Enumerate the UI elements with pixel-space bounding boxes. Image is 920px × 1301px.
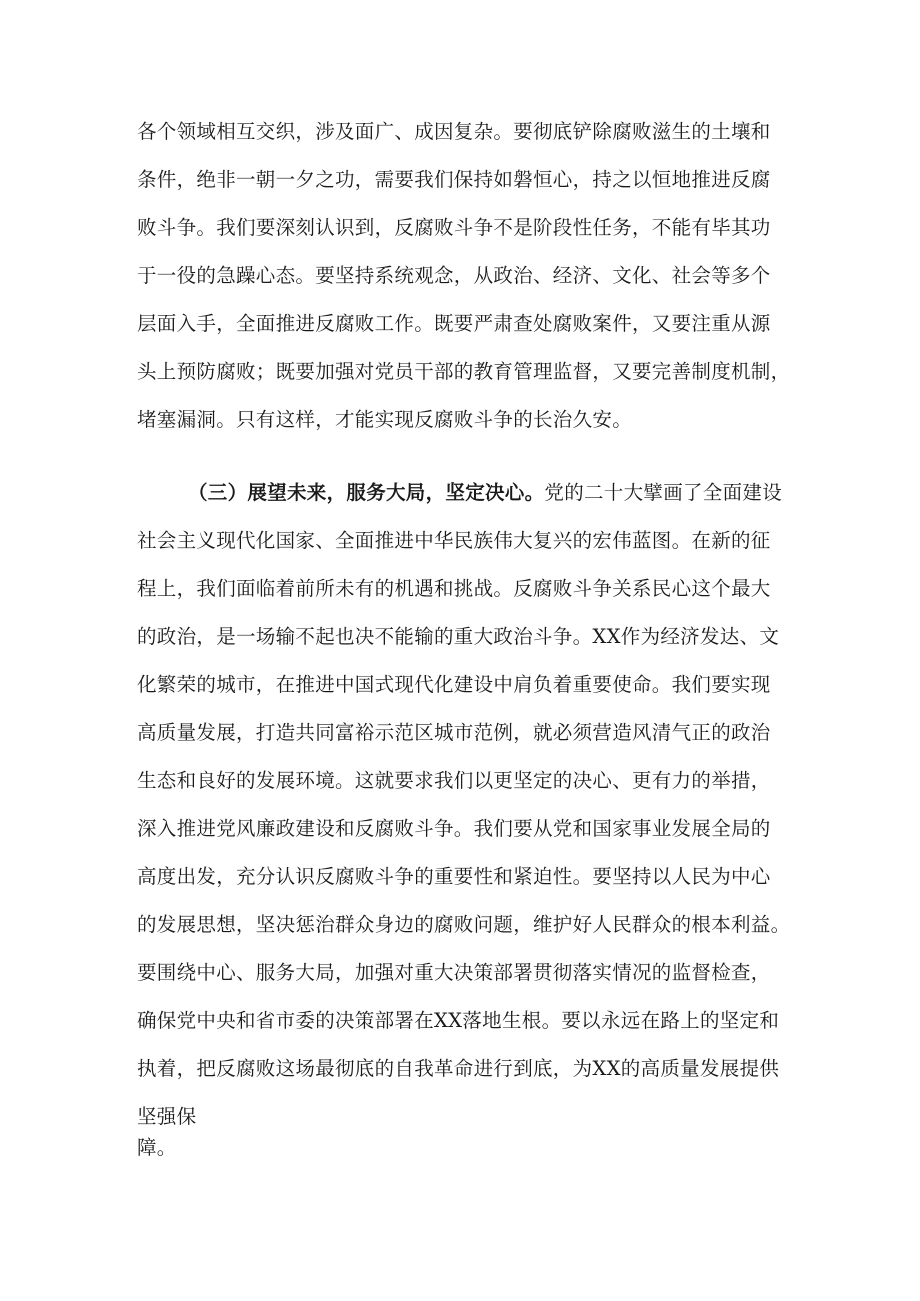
section-heading-line bbox=[188, 481, 848, 505]
paragraph-2-line: 高质量发展，打造共同富裕示范区城市范例，就必须营造风清气正的政治 bbox=[137, 721, 771, 744]
paragraph-1-line: 败斗争。我们要深刻认识到，反腐败斗争不是阶段性任务，不能有毕其功 bbox=[137, 216, 771, 239]
section-heading: （三）展望未来，服务大局，坚定决心。 bbox=[188, 481, 545, 504]
paragraph-2-line: 社会主义现代化国家、全面推进中华民族伟大复兴的宏伟蓝图。在新的征 bbox=[137, 529, 771, 552]
paragraph-2-line: 深入推进党风廉政建设和反腐败斗争。我们要从党和国家事业发展全局的 bbox=[137, 817, 771, 840]
paragraph-2-tail: 障。 bbox=[137, 1136, 177, 1159]
paragraph-1-line: 头上预防腐败；既要加强对党员干部的教育管理监督，又要完善制度机制， bbox=[137, 360, 791, 383]
paragraph-1-line: 于一役的急躁心态。要坚持系统观念，从政治、经济、文化、社会等多个 bbox=[137, 264, 771, 287]
paragraph-1-line: 各个领域相互交织，涉及面广、成因复杂。要彻底铲除腐败滋生的土壤和 bbox=[137, 120, 771, 143]
paragraph-1-line: 层面入手，全面推进反腐败工作。既要严肃查处腐败案件，又要注重从源 bbox=[137, 312, 771, 335]
paragraph-2-line: 执着，把反腐败这场最彻底的自我革命进行到底，为XX的高质量发展提供 bbox=[137, 1057, 780, 1080]
paragraph-2-line: 确保党中央和省市委的决策部署在XX落地生根。要以永远在路上的坚定和 bbox=[137, 1009, 780, 1032]
section-heading-rest: 党的二十大擘画了全面建设 bbox=[544, 481, 783, 504]
paragraph-2-line: 要围绕中心、服务大局，加强对重大决策部署贯彻落实情况的监督检查， bbox=[137, 961, 771, 984]
paragraph-2-line: 程上，我们面临着前所未有的机遇和挑战。反腐败斗争关系民心这个最大 bbox=[137, 577, 771, 600]
paragraph-2-line: 生态和良好的发展环境。这就要求我们以更坚定的决心、更有力的举措， bbox=[137, 769, 771, 792]
paragraph-2-line: 化繁荣的城市，在推进中国式现代化建设中肩负着重要使命。我们要实现 bbox=[137, 673, 771, 696]
paragraph-1-line: 堵塞漏洞。只有这样，才能实现反腐败斗争的长治久安。 bbox=[137, 408, 633, 431]
paragraph-1-line: 条件，绝非一朝一夕之功，需要我们保持如磐恒心，持之以恒地推进反腐 bbox=[137, 168, 771, 191]
paragraph-2-line: 的政治，是一场输不起也决不能输的重大政治斗争。XX作为经济发达、文 bbox=[137, 625, 780, 648]
paragraph-2-line: 的发展思想，坚决惩治群众身边的腐败问题，维护好人民群众的根本利益。 bbox=[137, 913, 791, 936]
paragraph-2-line: 坚强保 bbox=[137, 1105, 197, 1128]
paragraph-2-line: 高度出发，充分认识反腐败斗争的重要性和紧迫性。要坚持以人民为中心 bbox=[137, 865, 771, 888]
